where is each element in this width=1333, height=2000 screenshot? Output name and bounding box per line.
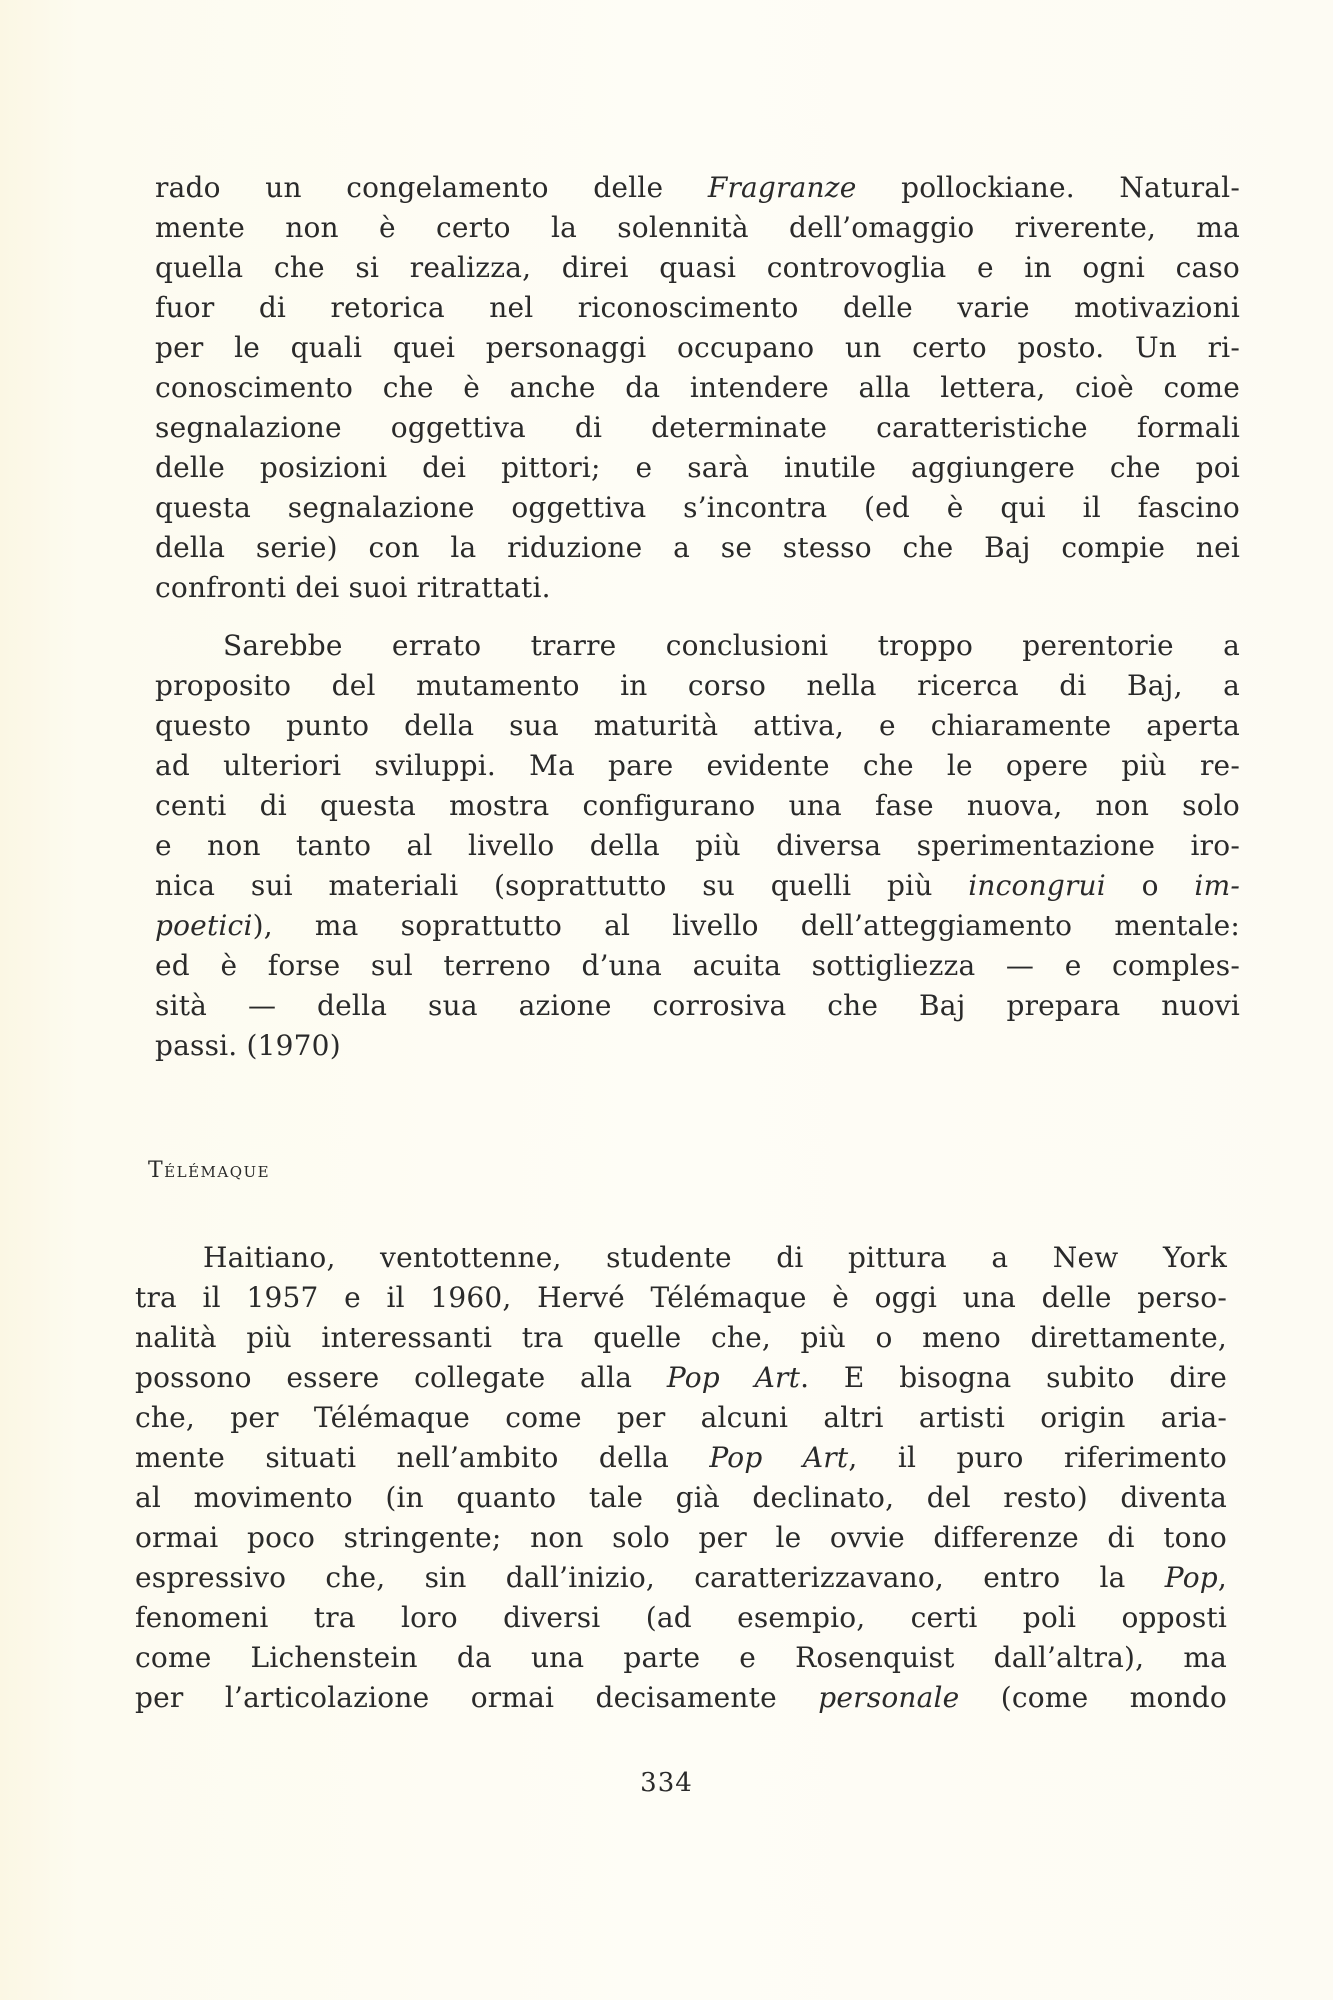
italic-text: Pop Art xyxy=(709,1441,849,1474)
text-run: che, per Télémaque come per alcuni altri artisti origin aria- xyxy=(135,1401,1227,1434)
paragraph-baj-2 xyxy=(155,626,1240,1066)
text-run: segnalazione oggettiva di determinate caratteristiche formali xyxy=(155,411,1240,444)
italic-text: im- xyxy=(1194,869,1240,902)
text-run: della serie) con la riduzione a se stesso che Baj compie nei xyxy=(155,531,1240,564)
text-run: e non tanto al livello della più diversa sperimentazione iro- xyxy=(155,829,1240,862)
text-line xyxy=(135,1358,1227,1398)
text-line xyxy=(135,1598,1227,1638)
text-line xyxy=(155,408,1240,448)
text-run: passi. (1970) xyxy=(155,1029,341,1062)
text-line xyxy=(135,1518,1227,1558)
text-run: ad ulteriori sviluppi. Ma pare evidente che le opere più re- xyxy=(155,749,1240,782)
italic-text: Pop xyxy=(1164,1561,1218,1594)
text-run: (come mondo xyxy=(959,1681,1227,1714)
text-run: espressivo che, sin dall’inizio, caratterizzavano, entro la xyxy=(135,1561,1165,1594)
italic-text: Fragranze xyxy=(707,171,857,204)
text-run: nica sui materiali (soprattutto su quelli più xyxy=(155,869,969,902)
text-run: proposito del mutamento in corso nella ricerca di Baj, a xyxy=(155,669,1240,702)
text-run: Haitiano, ventottenne, studente di pittura a New York xyxy=(203,1241,1227,1274)
text-run: centi di questa mostra configurano una fase nuova, non solo xyxy=(155,789,1240,822)
text-line xyxy=(155,568,1240,608)
text-run: , il puro riferimento xyxy=(848,1441,1227,1474)
text-line xyxy=(155,826,1240,866)
section-heading-telemaque: Télémaque xyxy=(148,1158,271,1183)
text-run: questa segnalazione oggettiva s’incontra (ed è qui il fascino xyxy=(155,491,1240,524)
text-line xyxy=(155,786,1240,826)
text-run: . E bisogna subito dire xyxy=(800,1361,1227,1394)
text-run: possono essere collegate alla xyxy=(135,1361,667,1394)
text-run: per le quali quei personaggi occupano un certo posto. Un ri- xyxy=(155,331,1240,364)
text-run: conoscimento che è anche da intendere alla lettera, cioè come xyxy=(155,371,1240,404)
text-line xyxy=(155,746,1240,786)
text-line xyxy=(135,1438,1227,1478)
text-line xyxy=(155,986,1240,1026)
text-run: quella che si realizza, direi quasi controvoglia e in ogni caso xyxy=(155,251,1240,284)
text-run: o xyxy=(1105,869,1195,902)
text-line xyxy=(155,248,1240,288)
text-run: per l’articolazione ormai decisamente xyxy=(135,1681,819,1714)
text-run: nalità più interessanti tra quelle che, più o meno direttamente, xyxy=(135,1321,1227,1354)
text-run: confronti dei suoi ritrattati. xyxy=(155,571,551,604)
text-line xyxy=(155,866,1240,906)
text-run: tra il 1957 e il 1960, Hervé Télémaque è oggi una delle perso- xyxy=(135,1281,1227,1314)
paragraph-baj-1 xyxy=(155,168,1240,608)
text-line xyxy=(155,448,1240,488)
text-line xyxy=(155,288,1240,328)
text-line xyxy=(155,666,1240,706)
text-run: , xyxy=(1217,1561,1227,1594)
text-line xyxy=(135,1318,1227,1358)
text-line xyxy=(155,328,1240,368)
paragraph-telemaque-1 xyxy=(135,1238,1227,1718)
italic-text: Pop Art xyxy=(666,1361,801,1394)
text-line xyxy=(155,706,1240,746)
text-line xyxy=(155,528,1240,568)
text-line xyxy=(135,1278,1227,1318)
text-run: ormai poco stringente; non solo per le ovvie differenze di tono xyxy=(135,1521,1227,1554)
italic-text: poetici xyxy=(155,909,253,942)
text-line xyxy=(155,208,1240,248)
text-run: mente non è certo la solennità dell’omaggio riverente, ma xyxy=(155,211,1240,244)
text-run: ), ma soprattutto al livello dell’atteggiamento mentale: xyxy=(252,909,1240,942)
italic-text: personale xyxy=(818,1681,960,1714)
text-line xyxy=(135,1398,1227,1438)
text-line xyxy=(155,488,1240,528)
text-line xyxy=(155,1026,1240,1066)
text-run: delle posizioni dei pittori; e sarà inutile aggiungere che poi xyxy=(155,451,1240,484)
text-line xyxy=(135,1678,1227,1718)
text-line xyxy=(155,906,1240,946)
text-run: fenomeni tra loro diversi (ad esempio, certi poli opposti xyxy=(135,1601,1227,1634)
text-line xyxy=(135,1558,1227,1598)
text-run: mente situati nell’ambito della xyxy=(135,1441,710,1474)
text-run: pollockiane. Natural- xyxy=(856,171,1240,204)
text-line xyxy=(135,1478,1227,1518)
text-line xyxy=(155,946,1240,986)
text-line xyxy=(155,168,1240,208)
text-run: sità — della sua azione corrosiva che Baj prepara nuovi xyxy=(155,989,1240,1022)
text-run: al movimento (in quanto tale già declinato, del resto) diventa xyxy=(135,1481,1227,1514)
italic-text: incongrui xyxy=(968,869,1106,902)
text-run: ed è forse sul terreno d’una acuita sottigliezza — e comples- xyxy=(155,949,1240,982)
text-run: fuor di retorica nel riconoscimento delle varie motivazioni xyxy=(155,291,1240,324)
text-line xyxy=(155,626,1240,666)
text-run: rado un congelamento delle xyxy=(155,171,708,204)
text-run: questo punto della sua maturità attiva, e chiaramente aperta xyxy=(155,709,1240,742)
text-line xyxy=(135,1638,1227,1678)
text-run: come Lichenstein da una parte e Rosenquist dall’altra), ma xyxy=(135,1641,1227,1674)
text-run: Sarebbe errato trarre conclusioni troppo perentorie a xyxy=(223,629,1240,662)
text-line xyxy=(135,1238,1227,1278)
text-line xyxy=(155,368,1240,408)
page-number: 334 xyxy=(640,1768,693,1798)
